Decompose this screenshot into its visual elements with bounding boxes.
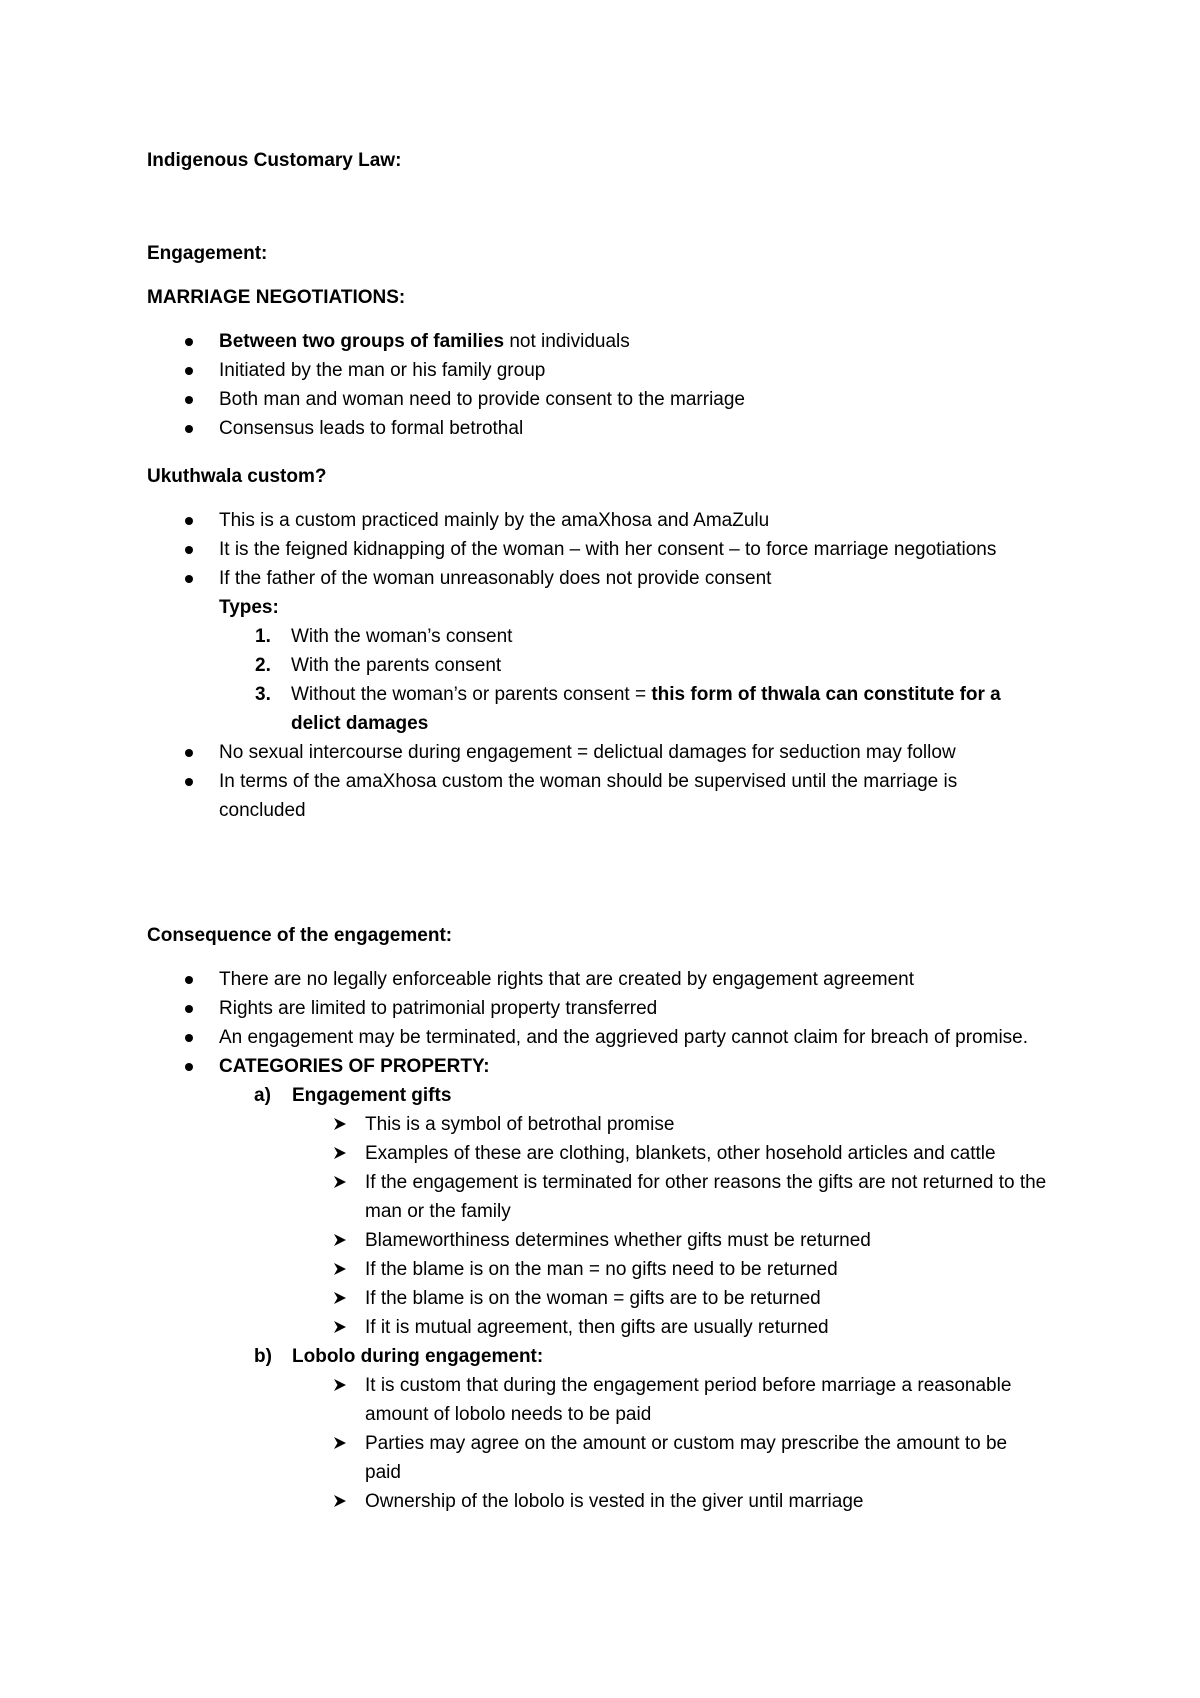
list-item-text: An engagement may be terminated, and the aggrieved party cannot claim for breach of promise. <box>219 1027 1029 1048</box>
types-text: Without the woman’s or parents consent = <box>291 684 652 705</box>
bullet-icon <box>185 749 193 757</box>
bullet-icon <box>185 976 193 984</box>
arrowhead-bullet-icon <box>333 1436 347 1450</box>
list-item <box>147 965 1047 994</box>
list-item-text: In terms of the amaXhosa custom the woman should be supervised until the marriage is concluded <box>219 771 958 821</box>
list-item-text: Rights are limited to patrimonial property transferred <box>219 998 658 1019</box>
bullet-icon <box>185 338 193 346</box>
arrowhead-bullet-icon <box>333 1233 347 1247</box>
categories-list <box>147 1081 1047 1516</box>
list-item <box>147 535 1027 564</box>
category-item <box>147 1081 1047 1110</box>
list-item <box>147 414 1087 443</box>
arrowhead-bullet-icon <box>333 1291 347 1305</box>
engagement-heading: Engagement: <box>147 243 268 264</box>
arrow-list-text: This is a symbol of betrothal promise <box>365 1114 675 1135</box>
arrow-list-text: Ownership of the lobolo is vested in the giver until marriage <box>365 1491 864 1512</box>
arrow-list-item <box>147 1429 1047 1487</box>
types-item <box>219 680 1027 738</box>
lobolo-sublist <box>147 1371 1047 1516</box>
types-item <box>219 622 1027 651</box>
category-letter: b) <box>254 1346 272 1367</box>
arrow-list-item <box>147 1371 1047 1429</box>
arrowhead-bullet-icon <box>333 1320 347 1334</box>
list-item-text: Both man and woman need to provide consent to the marriage <box>219 389 745 410</box>
gifts-list <box>147 1110 1047 1342</box>
negotiations-list <box>147 327 1087 443</box>
bullet-icon <box>185 396 193 404</box>
list-item-text: There are no legally enforceable rights that are created by engagement agreement <box>219 969 914 990</box>
list-item-text: If the father of the woman unreasonably does not provide consent <box>219 568 772 589</box>
types-label: Types: <box>219 597 279 618</box>
arrow-list-text: Parties may agree on the amount or custom may prescribe the amount to be paid <box>365 1433 1008 1483</box>
ukuthwala-heading: Ukuthwala custom? <box>147 466 327 487</box>
list-item-text: Initiated by the man or his family group <box>219 360 546 381</box>
ukuthwala-list <box>147 506 1027 825</box>
gifts-sublist <box>147 1110 1047 1342</box>
list-item <box>147 738 1027 767</box>
arrow-list-item <box>147 1313 1047 1342</box>
types-item <box>219 651 1027 680</box>
list-item <box>147 356 1087 385</box>
list-item <box>147 767 1027 825</box>
types-text: With the parents consent <box>291 655 502 676</box>
category-label: Lobolo during engagement: <box>292 1346 544 1367</box>
category-letter: a) <box>254 1085 271 1106</box>
arrowhead-bullet-icon <box>333 1146 347 1160</box>
list-item-text: This is a custom practiced mainly by the amaXhosa and AmaZulu <box>219 510 770 531</box>
list-item <box>147 564 1027 738</box>
list-item <box>147 327 1087 356</box>
list-item-bold: Between two groups of families <box>219 331 505 352</box>
list-item-text: Consensus leads to formal betrothal <box>219 418 524 439</box>
document-title: Indigenous Customary Law: <box>147 150 402 171</box>
bullet-icon <box>185 425 193 433</box>
arrowhead-bullet-icon <box>333 1494 347 1508</box>
arrowhead-bullet-icon <box>333 1117 347 1131</box>
consequence-heading: Consequence of the engagement: <box>147 925 453 946</box>
arrow-list-text: It is custom that during the engagement period before marriage a reasonable amount of lobolo needs to be paid <box>365 1375 1012 1425</box>
arrow-list-text: If the blame is on the woman = gifts are to be returned <box>365 1288 821 1309</box>
arrow-list-text: If the blame is on the man = no gifts need to be returned <box>365 1259 838 1280</box>
bullet-icon <box>185 1005 193 1013</box>
arrow-list-text: If the engagement is terminated for other reasons the gifts are not returned to the man or the family <box>365 1172 1047 1222</box>
types-number: 1. <box>255 626 271 647</box>
bullet-icon <box>185 367 193 375</box>
bullet-icon <box>185 517 193 525</box>
types-number: 2. <box>255 655 271 676</box>
arrow-list-item <box>147 1284 1047 1313</box>
arrow-list-item <box>147 1110 1047 1139</box>
list-item <box>147 994 1047 1023</box>
types-bold: this form of thwala can constitute for a delict damages <box>291 684 1001 734</box>
arrow-list-item <box>147 1139 1047 1168</box>
consequence-list <box>147 965 1047 1516</box>
arrowhead-bullet-icon <box>333 1262 347 1276</box>
types-number: 3. <box>255 684 271 705</box>
category-label: Engagement gifts <box>292 1085 452 1106</box>
list-item-text: No sexual intercourse during engagement = delictual damages for seduction may follow <box>219 742 956 763</box>
bullet-icon <box>185 546 193 554</box>
category-item <box>147 1342 1047 1371</box>
bullet-icon <box>185 778 193 786</box>
categories-label: CATEGORIES OF PROPERTY: <box>219 1056 490 1077</box>
arrow-list-text: Examples of these are clothing, blankets, other hosehold articles and cattle <box>365 1143 996 1164</box>
types-text: With the woman’s consent <box>291 626 513 647</box>
lobolo-list <box>147 1371 1047 1516</box>
list-item <box>147 506 1027 535</box>
list-item-text: not individuals <box>504 331 630 352</box>
list-item <box>147 385 1087 414</box>
list-item-text: It is the feigned kidnapping of the woman – with her consent – to force marriage negotiations <box>219 539 997 560</box>
arrow-list-item <box>147 1168 1047 1226</box>
list-item <box>147 1052 1047 1516</box>
arrow-list-item <box>147 1226 1047 1255</box>
types-list <box>219 622 1027 738</box>
list-item <box>147 1023 1047 1052</box>
arrowhead-bullet-icon <box>333 1378 347 1392</box>
arrow-list-item <box>147 1255 1047 1284</box>
bullet-icon <box>185 575 193 583</box>
negotiations-heading: MARRIAGE NEGOTIATIONS: <box>147 287 406 308</box>
arrowhead-bullet-icon <box>333 1175 347 1189</box>
arrow-list-text: If it is mutual agreement, then gifts are usually returned <box>365 1317 829 1338</box>
arrow-list-item <box>147 1487 1047 1516</box>
bullet-icon <box>185 1034 193 1042</box>
arrow-list-text: Blameworthiness determines whether gifts must be returned <box>365 1230 871 1251</box>
bullet-icon <box>185 1063 193 1071</box>
